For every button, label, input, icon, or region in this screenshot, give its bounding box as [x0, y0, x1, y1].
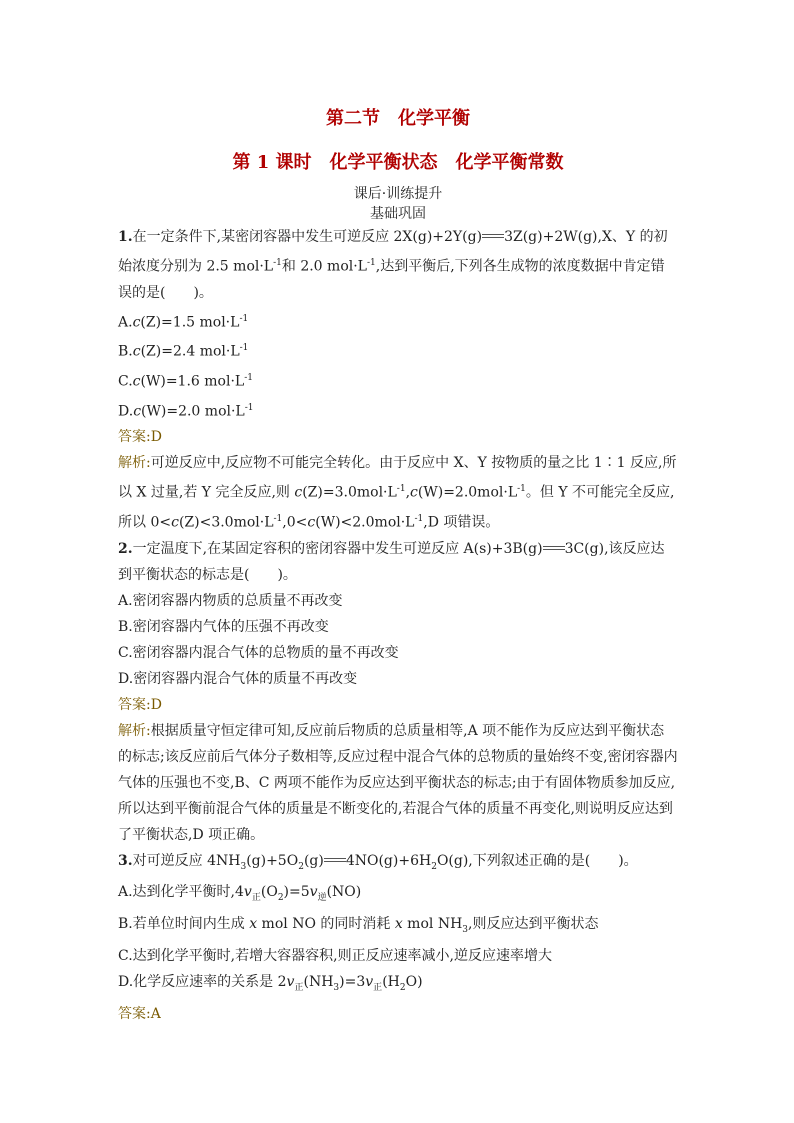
question-3-option-a: A.达到化学平衡时$,4v_正(O_2)=5v_逆(NO)$ — [118, 884, 362, 904]
equilibrium-arrow-icon — [543, 545, 565, 551]
question-3-stem: 3.对可逆反应 $4NH_3(g)+5O_2(g)$ $4NO(g)+6H_2O(g)$,下列叙述正确的是( )。 — [118, 852, 638, 872]
question-1-option-b: B.c(Z)=2.4 $mol\cdot L^{-1}$ — [118, 343, 249, 360]
equilibrium-arrow-icon — [324, 857, 346, 863]
question-2-answer: 答案:D — [118, 696, 162, 713]
question-2-option-b: B.密闭容器内气体的压强不再改变 — [118, 618, 329, 635]
question-number: 1. — [118, 229, 133, 245]
question-3-option-b: B.若单位时间内生成 x mol NO 的同时消耗 x mol $NH_3$,则反应达到平衡状态 — [118, 916, 599, 935]
question-2-stem: 2.一定温度下,在某固定容积的密闭容器中发生可逆反应 A(s)+3B(g) 3C(g),该反应达到平衡状态的标志是( )。 — [118, 540, 665, 583]
part-title: 基础巩固 — [370, 206, 426, 222]
subtitle: 课后·训练提升 — [353, 186, 443, 202]
question-3-answer: 答案:A — [118, 1005, 161, 1022]
question-2-option-a: A.密闭容器内物质的总质量不再改变 — [118, 592, 343, 609]
section-title: 第二节 化学平衡 — [326, 108, 470, 129]
question-1-answer: 答案:D — [118, 429, 162, 446]
question-2-explanation: 解析:根据质量守恒定律可知,反应前后物质的总质量相等,A 项不能作为反应达到平衡状态的标志;该反应前后气体分子数相等,反应过程中混合气体的总物质的量始终不变,密闭容器内气体的压强也不变,B、C 两项不能作为反应达到平衡状态的标志;由于有固体物质参加反应,所以达到平衡前混合气体的质量是不断变化的,若混合气体的质量不再变化,则说明反应达到了平衡状态,D 项正确。 — [118, 722, 678, 843]
question-number: 3. — [118, 852, 133, 869]
question-2-option-c: C.密闭容器内混合气体的总物质的量不再改变 — [118, 644, 399, 661]
question-2-option-d: D.密闭容器内混合气体的质量不再改变 — [118, 670, 358, 687]
equilibrium-arrow-icon — [482, 233, 504, 239]
lesson-title: 第 1 课时 化学平衡状态 化学平衡常数 — [232, 152, 564, 173]
question-1-option-a: A.c(Z)=1.5 $mol\cdot L^{-1}$ — [118, 313, 249, 331]
question-1-explanation: 解析:可逆反应中,反应物不可能完全转化。由于反应中 X、Y 按物质的量之比 1∶1 反应,所以 X 过量,若 Y 完全反应,则 $c(Z)=3.0mol\cdot L^{-1},c(W)=2.0mol\cdot L^{-1}$。但 Y 不可能完全反应,所以 $0<c(Z)<3.0mol\cdot L^{-1},0<c(W)<2.0mol\cdot L^{-1},D$ 项错误。 — [118, 455, 677, 531]
question-number: 2. — [118, 540, 133, 557]
question-3-option-c: C.达到化学平衡时,若增大容器容积,则正反应速率减小,逆反应速率增大 — [118, 947, 553, 964]
question-1-option-d: D.c(W)=2.0 $mol\cdot L^{-1}$ — [118, 402, 254, 420]
question-3-option-d: D.化学反应速率的关系是 $2v_正(NH_3)=3v_正(H_2O)$ — [118, 973, 423, 993]
question-1-stem: 1.在一定条件下,某密闭容器中发生可逆反应 2X(g)+2Y(g) 3Z(g)+2W(g),X、Y 的初始浓度分别为 2.5 $mol\cdot L^{-1}$和 2.0 $mol\cdot L^{-1}$,达到平衡后,下列各生成物的浓度数据中肯定错误的是( )。 — [118, 229, 668, 301]
content — [118, 104, 678, 1027]
question-1-option-c: C.c(W)=1.6 $mol\cdot L^{-1}$ — [118, 372, 253, 390]
